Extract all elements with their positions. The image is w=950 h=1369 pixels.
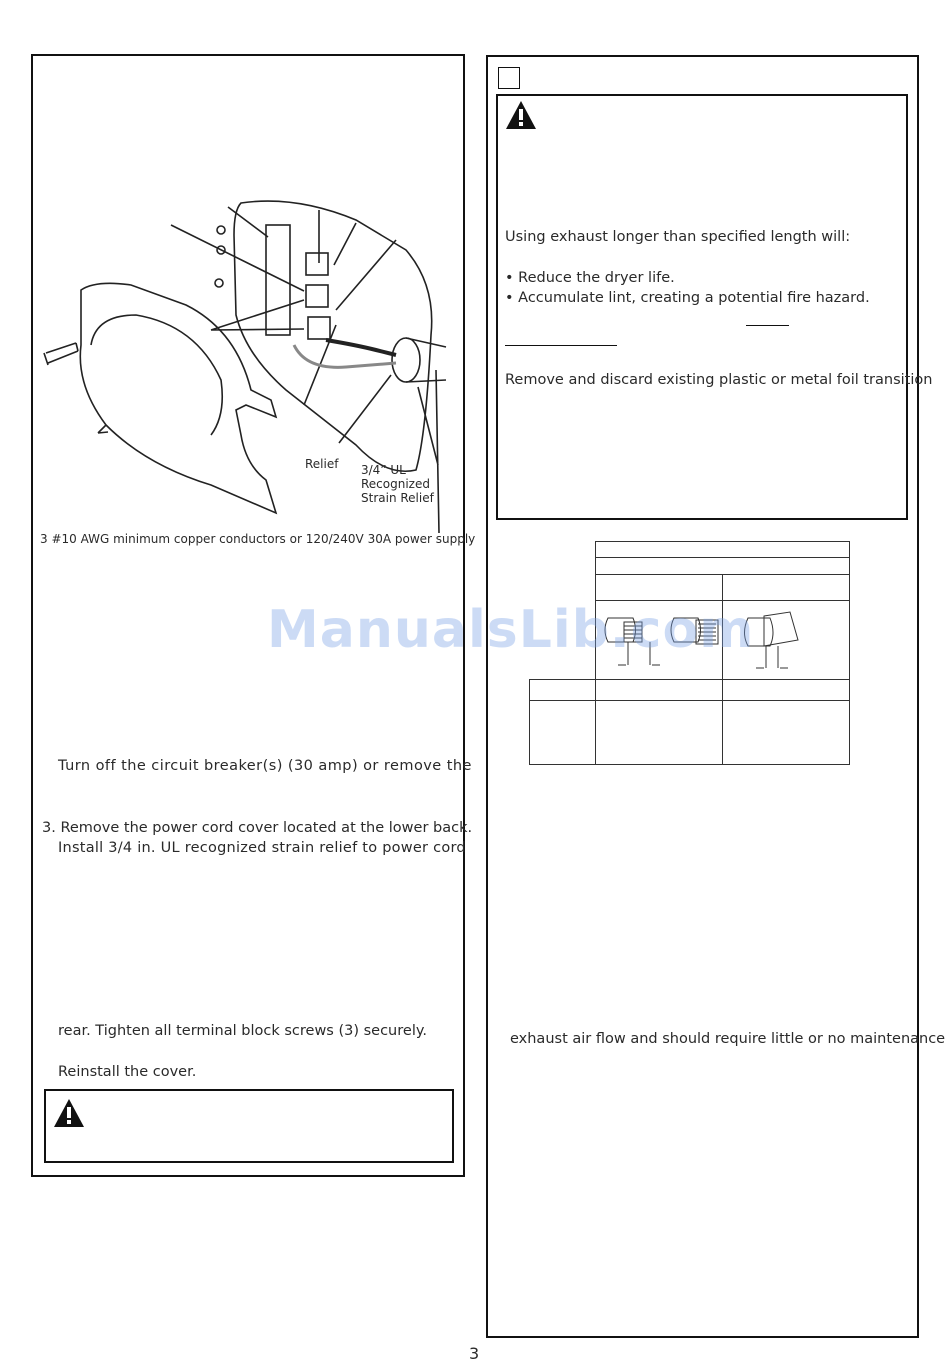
warning-icon [53, 1098, 85, 1128]
underline-rule [505, 345, 617, 346]
terminal-block-3 [308, 317, 330, 339]
step-turn-off: Turn off the circuit breaker(s) (30 amp) or remove the [58, 758, 472, 774]
exhaust-warning-text: Using exhaust longer than specified length will: [505, 229, 851, 245]
remove-transition-text: Remove and discard existing plastic or metal foil transition [505, 372, 933, 388]
step3-line2: Install 3/4 in. UL recognized strain relief to power cord [58, 840, 466, 856]
back-plate [234, 201, 432, 471]
warning-icon [505, 100, 537, 130]
bullet-lint-hazard: • Accumulate lint, creating a potential fire hazard. [505, 290, 870, 306]
checkbox[interactable] [498, 67, 520, 89]
label-strain-relief-line1: 3/4” UL [361, 463, 406, 477]
step-tighten: rear. Tighten all terminal block screws (3) securely. [58, 1023, 427, 1039]
exhaust-airflow-text: exhaust air flow and should require little or no maintenance [510, 1031, 946, 1047]
left-warning-box [44, 1089, 454, 1163]
step3-line1: 3. Remove the power cord cover located at the lower back. [42, 820, 473, 836]
step-reinstall: Reinstall the cover. [58, 1064, 197, 1080]
label-relief: Relief [305, 457, 339, 471]
diagram-caption: 3 #10 AWG minimum copper conductors or 120/240V 30A power supply [40, 532, 476, 546]
bullet-dryer-life: • Reduce the dryer life. [505, 270, 675, 286]
underline-rule [746, 325, 789, 326]
watermark: ManualsLib.com [267, 600, 755, 660]
terminal-block-1 [306, 253, 328, 275]
label-strain-relief-line3: Strain Relief [361, 491, 434, 505]
mount-hole-1 [217, 226, 225, 234]
screw-icon [44, 343, 78, 365]
label-strain-relief-line2: Recognized [361, 477, 430, 491]
mount-hole-3 [215, 279, 223, 287]
page-number: 3 [469, 1344, 480, 1363]
strain-relief [392, 338, 420, 382]
terminal-block-2 [306, 285, 328, 307]
